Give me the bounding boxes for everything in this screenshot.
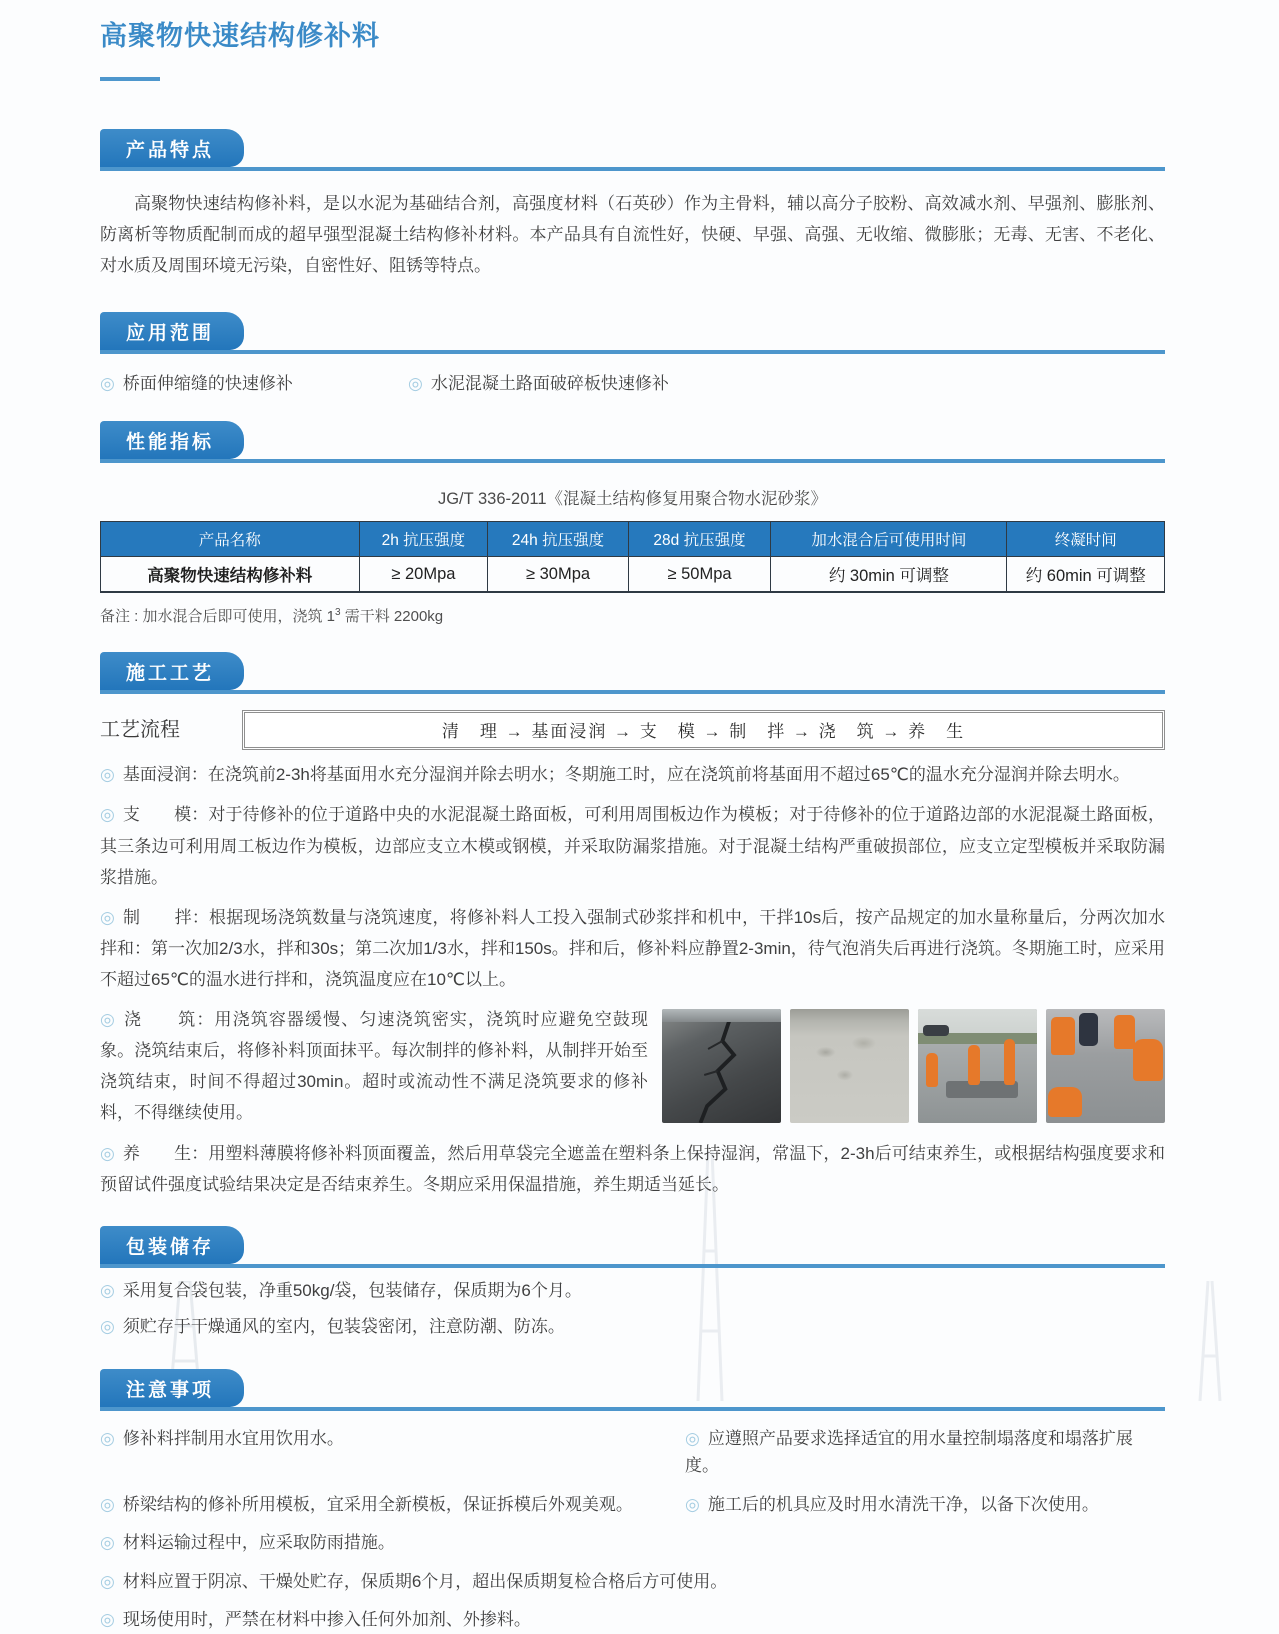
step-text: 根据现场浇筑数量与浇筑速度，将修补料人工投入强制式砂浆拌和机中，干拌10s后，按产品规定的加水量称量后，分两次加水拌和：第一次加2/3水，拌和30s；第二次加1/3水，拌和150s。拌和后，修补料应静置2-3min，待气泡消失后再进行浇筑。冬期施工时，应采用不超过65℃的温水进行拌和，浇筑温度应在10℃以上。 xyxy=(100,907,1165,989)
notices-grid xyxy=(100,1425,1165,1519)
table-cell: ≥ 50Mpa xyxy=(628,557,771,593)
double-circle-bullet-icon: ◎ xyxy=(100,1143,115,1163)
city-skyline xyxy=(662,1009,781,1022)
double-circle-bullet-icon: ◎ xyxy=(100,805,115,825)
step-text: 对于待修补的位于道路中央的水泥混凝土路面板，可利用周围板边作为模板；对于待修补的位于道路边部的水泥混凝土路面板，其三条边可利用周工板边作为模板，边部应支立木模或钢模，并采取防漏浆措施。对于混凝土结构严重破损部位，应支立定型模板并采取防漏浆措施。 xyxy=(100,805,1166,887)
table-header-cell: 产品名称 xyxy=(101,522,360,557)
list-item xyxy=(100,1568,1165,1596)
list-item xyxy=(100,1491,685,1519)
list-item xyxy=(100,1313,1165,1341)
section-header-features xyxy=(100,129,1165,171)
worker-figure xyxy=(1079,1013,1098,1046)
double-circle-bullet-icon: ◎ xyxy=(100,765,115,785)
table-cell: ≥ 30Mpa xyxy=(488,557,628,593)
table-note xyxy=(100,605,1165,626)
table-header-cell: 28d 抗压强度 xyxy=(628,522,771,557)
step-label: 基面浸润： xyxy=(122,765,208,785)
section-header-applications xyxy=(100,312,1165,354)
pavement-repair-closeup-photo xyxy=(1046,1009,1165,1123)
packaging-list xyxy=(100,1277,1165,1341)
notice-item-label: 应遵照产品要求选择适宜的用水量控制塌落度和塌落扩展度。 xyxy=(685,1428,1133,1476)
step-label: 养 生： xyxy=(122,1143,209,1163)
table-cell: 高聚物快速结构修补料 xyxy=(101,557,360,593)
double-circle-bullet-icon: ◎ xyxy=(685,1428,700,1448)
page-title: 高聚物快速结构修补料 xyxy=(100,21,380,51)
notices-list xyxy=(100,1529,1165,1634)
construction-step xyxy=(100,902,1165,995)
performance-table xyxy=(100,521,1165,593)
double-circle-bullet-icon: ◎ xyxy=(100,1280,115,1300)
double-circle-bullet-icon: ◎ xyxy=(100,907,116,927)
packaging-item-label: 采用复合袋包装，净重50kg/袋，包装储存，保质期为6个月。 xyxy=(122,1280,582,1300)
double-circle-bullet-icon: ◎ xyxy=(100,1610,115,1630)
list-item xyxy=(100,1529,1165,1557)
worker-figure xyxy=(968,1045,980,1085)
packaging-item-label: 须贮存于干燥通风的室内，包装袋密闭，注意防潮、防冻。 xyxy=(122,1317,565,1337)
table-row xyxy=(101,557,1165,593)
double-circle-bullet-icon: ◎ xyxy=(100,1533,115,1553)
list-item xyxy=(408,370,669,398)
step-label: 支 模： xyxy=(122,805,209,825)
table-cell: 约 60min 可调整 xyxy=(1007,557,1165,593)
double-circle-bullet-icon: ◎ xyxy=(100,1428,115,1448)
notice-item-label: 修补料拌制用水宜用饮用水。 xyxy=(122,1428,344,1448)
table-header-cell: 加水混合后可使用时间 xyxy=(771,522,1007,557)
process-flow-row xyxy=(100,710,1165,750)
step-label: 制 拌： xyxy=(123,907,210,927)
worker-figure xyxy=(1114,1015,1135,1049)
features-paragraph: 高聚物快速结构修补料，是以水泥为基础结合剂，高强度材料（石英砂）作为主骨料，辅以高分子胶粉、高效减水剂、早强剂、膨胀剂、防离析等物质配制而成的超早强型混凝土结构修补材料。本产品具有自流性好，快硬、早强、高强、无收缩、微膨胀；无毒、无害、不老化、对水质及周围环境无污染，自密性好、阻锈等特点。 xyxy=(100,194,1165,275)
damaged-concrete-slab-photo xyxy=(790,1009,909,1123)
section-header-construction xyxy=(100,652,1165,694)
table-header-cell: 2h 抗压强度 xyxy=(359,522,488,557)
crack-line xyxy=(662,1009,781,1123)
double-circle-bullet-icon: ◎ xyxy=(100,1317,115,1337)
list-item xyxy=(685,1425,1165,1480)
note-text: 备注 : 加水混合后即可使用，浇筑 1 xyxy=(100,608,336,626)
standard-reference: JG/T 336-2011《混凝土结构修复用聚合物水泥砂浆》 xyxy=(437,490,828,509)
cracked-pavement-photo xyxy=(662,1009,781,1123)
section-tab-notices: 注意事项 xyxy=(100,1369,244,1407)
section-tab-packaging: 包装储存 xyxy=(100,1226,244,1264)
section-header-packaging xyxy=(100,1226,1165,1268)
title-underline xyxy=(100,77,160,81)
list-item xyxy=(100,1606,1165,1634)
step-text: 在浇筑前2-3h将基面用水充分湿润并除去明水；冬期施工时，应在浇筑前将基面用不超过65℃的温水充分湿润并除去明水。 xyxy=(207,765,1130,785)
section-tab-performance: 性能指标 xyxy=(100,421,244,459)
applications-list xyxy=(100,370,1165,398)
list-item xyxy=(100,1277,1165,1305)
double-circle-bullet-icon: ◎ xyxy=(100,1010,116,1030)
process-flow-sequence: 清 理 → 基面浸润 → 支 模 → 制 拌 → 浇 筑 → 养 生 xyxy=(242,710,1165,750)
process-flow-label: 工艺流程 xyxy=(100,719,180,742)
step-label: 浇 筑： xyxy=(123,1010,215,1030)
table-cell: 约 30min 可调整 xyxy=(771,557,1007,593)
table-header-cell: 终凝时间 xyxy=(1007,522,1165,557)
notice-item-label: 现场使用时，严禁在材料中掺入任何外加剂、外掺料。 xyxy=(122,1610,531,1630)
note-text: 需干料 2200kg xyxy=(340,608,444,626)
construction-step xyxy=(100,759,1165,790)
table-header-row xyxy=(101,522,1165,557)
double-circle-bullet-icon: ◎ xyxy=(100,1571,115,1591)
double-circle-bullet-icon: ◎ xyxy=(100,373,115,393)
section-tab-applications: 应用范围 xyxy=(100,312,244,350)
construction-step xyxy=(100,799,1165,892)
notice-item-label: 施工后的机具应及时用水清洗干净，以备下次使用。 xyxy=(707,1494,1099,1514)
road-repair-workers-photo xyxy=(918,1009,1037,1123)
notice-item-label: 材料应置于阴凉、干燥处贮存，保质期6个月，超出保质期复检合格后方可使用。 xyxy=(122,1571,728,1591)
double-circle-bullet-icon: ◎ xyxy=(685,1494,700,1514)
double-circle-bullet-icon: ◎ xyxy=(100,1494,115,1514)
worker-figure xyxy=(1048,1087,1082,1117)
section-header-performance xyxy=(100,421,1165,463)
notice-item-label: 材料运输过程中，应采取防雨措施。 xyxy=(122,1533,395,1553)
pouring-step-row xyxy=(100,995,1165,1128)
double-circle-bullet-icon: ◎ xyxy=(408,373,423,393)
note-superscript: 3 xyxy=(335,607,341,619)
section-tab-construction: 施工工艺 xyxy=(100,652,244,690)
step-text: 用浇筑容器缓慢、匀速浇筑密实，浇筑时应避免空鼓现象。浇筑结束后，将修补料顶面抹平。每次制拌的修补料，从制拌开始至浇筑结束，时间不得超过30min。超时或流动性不满足浇筑要求的修补料，不得继续使用。 xyxy=(100,1010,649,1123)
notice-item-label: 桥梁结构的修补所用模板，宜采用全新模板，保证拆模后外观美观。 xyxy=(122,1494,633,1514)
worker-figure xyxy=(1133,1039,1163,1081)
worker-figure xyxy=(1051,1017,1075,1055)
worker-figure xyxy=(926,1053,938,1087)
section-tab-features: 产品特点 xyxy=(100,129,244,167)
step-text: 用塑料薄膜将修补料顶面覆盖，然后用草袋完全遮盖在塑料条上保持湿润，常温下，2-3h后可结束养生，或根据结构强度要求和预留试件强度试验结果决定是否结束养生。冬期应采用保温措施，养生期适当延长。 xyxy=(100,1143,1165,1194)
construction-step xyxy=(100,1004,648,1128)
car xyxy=(923,1025,949,1036)
table-header-cell: 24h 抗压强度 xyxy=(488,522,628,557)
worker-figure xyxy=(1004,1039,1015,1085)
construction-step xyxy=(100,1138,1165,1200)
list-item xyxy=(100,370,408,398)
list-item xyxy=(100,1425,685,1480)
application-item-label: 水泥混凝土路面破碎板快速修补 xyxy=(430,373,669,393)
section-header-notices xyxy=(100,1369,1165,1411)
site-photos-strip xyxy=(662,1009,1165,1123)
table-cell: ≥ 20Mpa xyxy=(359,557,488,593)
list-item xyxy=(685,1491,1165,1519)
application-item-label: 桥面伸缩缝的快速修补 xyxy=(122,373,293,393)
